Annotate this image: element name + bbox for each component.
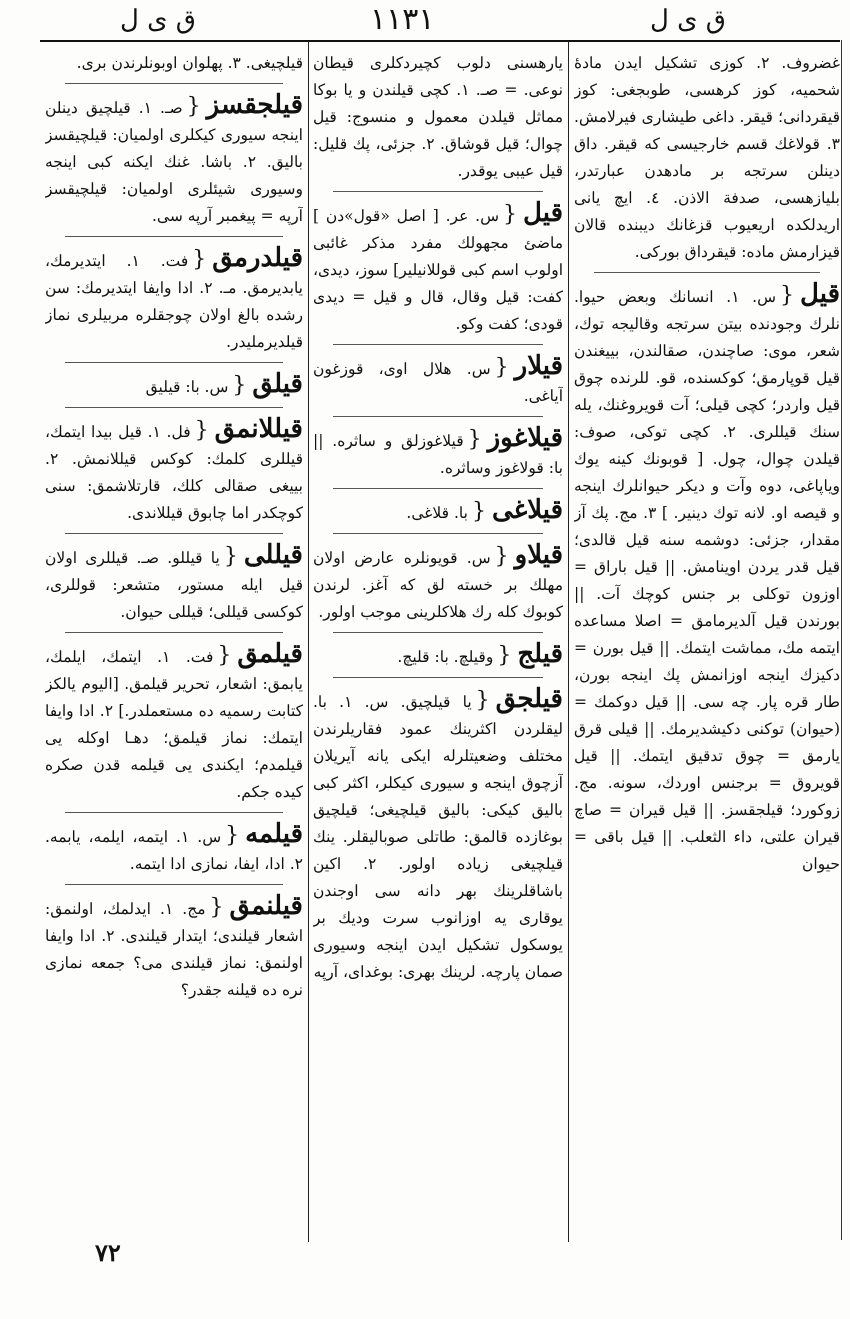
entry-separator [65,236,283,237]
entry-headword: قيلجقسز [206,90,303,120]
entry-definition: يا قيللو. صـ. قيللرى اولان قيل ايله مستور، متشعر: قوللرى، كوكسى قيللى؛ قيللى حيوان. [45,549,303,621]
brace-mark: { [467,427,482,452]
dictionary-entry [313,423,563,482]
entry-definition: فت. ١. ايتديرمك، يابديرمق. مـ. ٢. ادا وايفا ايتديرمك: سن رشده بالغ اولان چوجقلره مربيلرى نماز قيلديرمليدر. [45,252,303,351]
entry-headword: قيل [523,198,563,228]
entry-headword: قيلاغى [491,495,563,525]
page-header [0,0,850,42]
entry-headword: قيلاغوز [487,423,563,453]
entry-headword: قيلق [252,369,303,399]
page-number: ٧٢ [95,1238,121,1267]
brace-mark: { [475,688,490,713]
entry-separator [333,632,543,633]
entry-definition: يا قيلچيق. س. ١. با. ليقلردن اكثرينك عمود فقاريلرندن مختلف وضعيتلرله ايكى يانه آيريلان آزچوق اينجه و سيورى كيكلر، اكثر كبى باليق كيكى: باليق قيلچيغى؛ قيلچيق بوغازده قالمق: طاتلى صوباليقلر. ينك قيلچيغى زياده اولور. ٢. اكين باشاقلرينك بهر دانه سى اوجندن يوقارى يه اوزانوب سرت وديك بر يوسكول تشكيل ايدن اينجه وسيورى صمان پارچه. لرينك بهرى: بوغداى، آرپه [313,693,563,981]
entry-definition: غضروف. ٢. كوزى تشكيل ايدن مادهٔ شحميه، كوز كرهسى، طوبجغى: كوز قيقردانى؛ قيقر. داغى طيشارى فيرلامش. ٣. قولاغك قسم خارجيسى كه قيقر. داق دينلن سرتجه بر مادهدن عبارتدر، بليازهسى، صدفة الاذن. ٤. ايچ يانى اريدلكده اريعيوب قزغانك ديبنده قالان قيزارمش ماده: قيقرداق بوركى. [574,54,840,261]
entry-headword: قيلمق [237,639,303,669]
column-rule-left [308,42,309,1242]
entry-separator [333,488,543,489]
entry-definition: س. قويونلره عارض اولان مهلك بر خسته لق كه آغز. لرندن كوبوك كله رك هلاكلرينى موجب اولور. [313,549,563,621]
brace-mark: { [225,823,240,848]
entry-headword: قيللى [243,540,303,570]
entry-separator [65,812,283,813]
brace-mark: { [494,355,509,380]
dictionary-entry [313,50,563,185]
dictionary-entry [313,684,563,986]
dictionary-entry [313,540,563,626]
brace-mark: { [494,544,509,569]
column-rule-right [568,42,569,1242]
entry-headword: قيلجق [495,684,563,714]
dictionary-entry [313,639,563,671]
entry-separator [333,191,543,192]
entry-separator [333,533,543,534]
entry-headword: قيلار [514,351,563,381]
entry-separator [333,416,543,417]
dictionary-entry [45,414,303,527]
entry-definition: با. قلاغى. [406,504,468,522]
brace-mark: { [497,643,512,668]
entry-headword: قيللانمق [214,414,303,444]
dictionary-entry [45,819,303,878]
entry-headword: قيلمه [245,819,303,849]
page-folio: ١١٣١ [370,2,435,37]
dictionary-entry [313,351,563,410]
entry-separator [65,533,283,534]
entry-separator [65,884,283,885]
entry-definition: يارهسنى دلوب كچيردكلرى قيطان نوعى. = صـ. ١. كچى قيلندن و يا بوكا مماثل قيلدن معمول و منسوج: قيل چوال؛ قيل قوشاق. ٢. جزئى، پك قليل: قيل عيبى يوقدر. [313,54,563,180]
entry-definition: مج. ١. ايدلمك، اولنمق: اشعار قيلندى؛ ايتدار قيلندى. ٢. ادا وايفا اولنمق: نماز قيلندى مى؟ جمعه نمازى نره ده قيلنه جقدر؟ [45,900,303,999]
header-rule [40,40,840,42]
entry-definition: قيلاغوزلق و ساثره. || با: قولاغوز وساثره. [313,432,563,477]
brace-mark: { [471,499,486,524]
dictionary-entry [45,50,303,77]
dictionary-entry [574,50,840,266]
entry-separator [594,272,820,273]
entry-headword: قيلاو [514,540,563,570]
entry-headword: قيل [800,279,840,309]
running-head-right: ق ى ل [650,5,726,35]
dictionary-entry [313,198,563,338]
entry-separator [333,677,543,678]
running-head-left: ق ى ل [120,5,196,35]
brace-mark: { [503,202,518,227]
dictionary-entry [45,540,303,626]
entry-definition: صـ. ١. قيلچيق دينلن اينجه سيورى كيكلرى اولميان: قيلچيقسز باليق. ٢. باشا. غنك ايكنه كبى اينجه وسيورى شيئلرى اولميان: قيلچيقسز آرپه = پيغمبر آرپه سى. [45,99,303,225]
entry-separator [333,344,543,345]
entry-separator [65,632,283,633]
brace-mark: { [223,544,238,569]
column-right [574,50,840,1240]
entry-definition: س. با: قيليق [145,378,229,396]
entry-headword: قيلج [517,639,563,669]
dictionary-entry [574,279,840,878]
brace-mark: { [232,373,247,398]
entry-headword: قيلدرمق [212,243,303,273]
column-middle [313,50,563,1240]
entry-definition: س. عر. [ اصل «قول»دن ] ماضئ مجهولك مفرد مذكر غائبى اولوب اسم كبى قوللانيلير] سوز، ديدى، كفت: قيل وقال، قال و قيل = ديدى قودى؛ كفت وكو. [313,207,563,333]
dictionary-entry [45,639,303,806]
entry-separator [65,362,283,363]
entry-definition: فل. ١. قيل بيدا ايتمك، قيللرى كلمك: كوكس قيللانمش. ٢. بييغى صقالى كلك، قارتلاشمق: سنى كوچكدر اما چابوق قيللاندى. [45,423,303,522]
dictionary-entry [45,891,303,1004]
brace-mark: { [192,247,207,272]
column-left [45,50,303,1240]
dictionary-entry [45,369,303,401]
page-edge [841,40,850,1240]
brace-mark: { [209,895,224,920]
entry-definition: س. هلال اوى، قوزغون آياغى. [313,360,563,405]
brace-mark: { [217,643,232,668]
entry-definition: وقيلچ. با: قليچ. [397,648,494,666]
brace-mark: { [194,418,209,443]
brace-mark: { [780,283,795,308]
dictionary-entry [45,90,303,230]
entry-headword: قيلنمق [229,891,303,921]
entry-separator [65,407,283,408]
dictionary-entry [313,495,563,527]
entry-definition: قيلچيغى. ٣. پهلوان اوبونلرندن برى. [76,54,303,72]
entry-definition: فت. ١. ايتمك، ايلمك، يابمق: اشعار، تحرير قيلمق. [اليوم يالكز كتابت رسميه ده مستعملدر.] ٢. ادا وايفا ايتمك: نماز قيلمق؛ دهـا اوكله يى قيلمدم؛ ايكندى يى قيلمه قدن صكره كيده جكم. [45,648,303,801]
dictionary-entry [45,243,303,356]
brace-mark: { [186,94,201,119]
entry-separator [65,83,283,84]
entry-definition: س. ١. انسانك وبعض حيوا. نلرك وجودنده بيتن سرتجه وقاليجه توك، شعر، موى: صاچندن، صقالندن، بييغندن قيل قوپارمق؛ كوكسنده، قو. للرنده چوق قيل واردر؛ كچى قيلى؛ آت قويروغنك، يله سنك قيللرى. ٢. كچى توكى، صوف: قيلدن چوال، چول. [ قوبونك كينه يوك وياپاغى، دوه وآت و ديكر حيوانلرك اينجه و قيصه او. لانه توك دينير. ] ٣. مج. پك آز مقدار، جزئى: دوشمه سنه قيل قالدى؛ قيل قدر يردن اوينامش. || قيل باراق = اوزون توكلى بر جنس كوچك آت. || بورندن قيل آلديرمامق = اصلا مساعده ايتمه مك، مماشت ايتمك. || قيل بورن = دكيزك اينجه اوزانمش پك اينجه بورن، طار قره پار. چه سى. || قيل دوكمك = (حيوان) توكنى دكيشديرمك. || قيلى قرق يارمق = چوق تدقيق ايتمك. || قيل قويروق = برجنس اوردك، سونه. مج. زوكورد؛ قيلجقسز. || قيل قيران = صاچ قيران علتى، داء الثعلب. || قيل باقى = حيوان [574,288,840,873]
entry-definition: س. ١. ايتمه، ايلمه، يابمه. ٢. ادا، ايفا، نمازى ادا ايتمه. [45,828,303,873]
